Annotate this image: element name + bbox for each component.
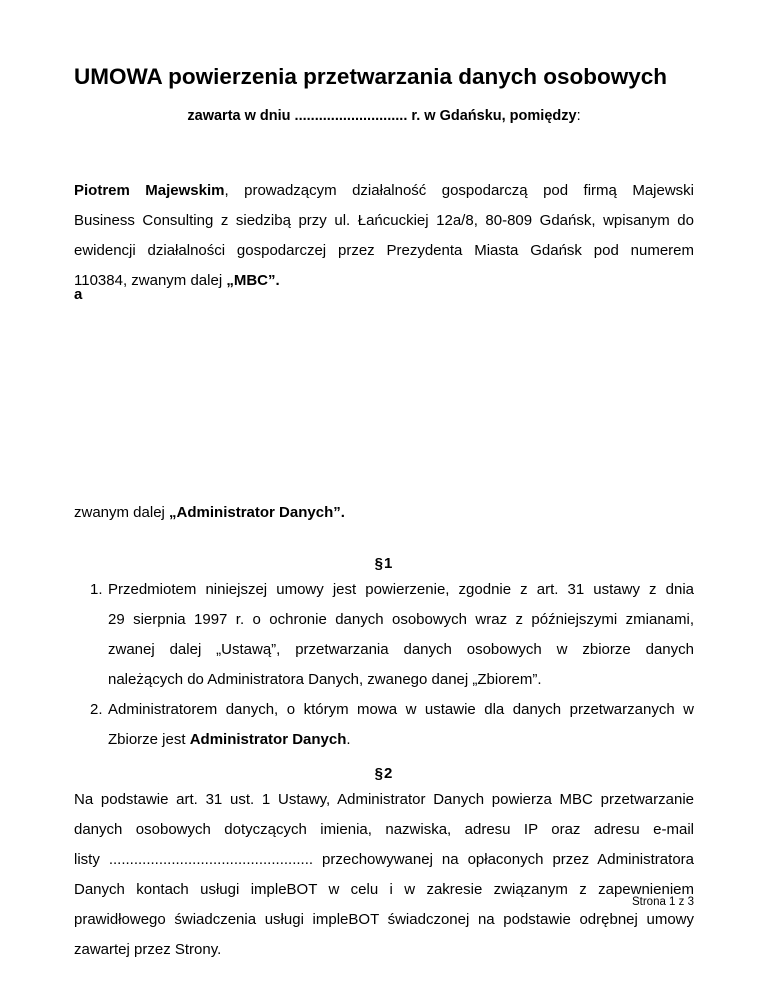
section1-heading: §1	[374, 555, 394, 572]
section2-line-2: danych osobowych dotyczących imienia, nazwiska, adresu IP oraz adresu e-mail	[74, 821, 694, 838]
section2-line-5: prawidłowego świadczenia usługi impleBOT świadczonej na podstawie odrębnej umowy	[74, 911, 694, 928]
party2-line: zwanym dalej „Administrator Danych”.	[74, 504, 345, 521]
page-number: Strona 1 z 3	[631, 896, 694, 908]
section2-line-4: Danych kontach usługi impleBOT w celu i w zakresie związanym z zapewnieniem	[74, 881, 694, 898]
party1-paragraph	[74, 176, 694, 296]
administrator-bold: Administrator Danych	[189, 731, 347, 748]
party1-alias: „MBC”.	[226, 272, 280, 289]
item-number: 2.	[90, 701, 103, 718]
section1-item-2	[90, 695, 694, 755]
subtitle-colon: :	[576, 108, 581, 124]
section2-heading: §2	[374, 765, 394, 782]
section1-item-1	[90, 575, 694, 695]
document-title: UMOWA powierzenia przetwarzania danych osobowych	[74, 64, 668, 89]
item-number: 1.	[90, 581, 103, 598]
party2-alias: „Administrator Danych”.	[169, 504, 345, 521]
party1-line-2: Business Consulting z siedzibą przy ul. Łańcuckiej 12a/8, 80-809 Gdańsk, wpisanym do	[74, 212, 694, 229]
section2-paragraph	[74, 785, 694, 965]
subtitle-text: zawarta w dniu ............................ r. w Gdańsku, pomiędzy	[187, 108, 577, 124]
party1-line-4: 110384, zwanym dalej „MBC”.	[74, 272, 280, 289]
item2-line-2: Zbiorze jest Administrator Danych.	[108, 731, 351, 748]
party1-name: Piotrem Majewskim	[74, 182, 225, 199]
section2-line-1: Na podstawie art. 31 ust. 1 Ustawy, Administrator Danych powierza MBC przetwarzanie	[74, 791, 694, 808]
section2-line-3: listy ................................................. przechowywanej na opłaconych przez Administratora	[74, 851, 694, 868]
conjunction: a	[74, 286, 83, 303]
item2-line-1: Administratorem danych, o którym mowa w ustawie dla danych przetwarzanych w	[108, 701, 694, 718]
party1-line-1: Piotrem Majewskim, prowadzącym działalność gospodarczą pod firmą Majewski	[74, 182, 695, 199]
item1-line-1: Przedmiotem niniejszej umowy jest powierzenie, zgodnie z art. 31 ustawy z dnia	[108, 581, 694, 598]
document-subtitle	[0, 108, 768, 124]
item1-line-4: należących do Administratora Danych, zwanego danej „Zbiorem”.	[108, 671, 542, 688]
party1-line-3: ewidencji działalności gospodarczej przez Prezydenta Miasta Gdańsk pod numerem	[74, 242, 694, 259]
item1-line-2: 29 sierpnia 1997 r. o ochronie danych osobowych wraz z późniejszymi zmianami,	[108, 611, 694, 628]
section2-line-6: zawartej przez Strony.	[74, 941, 222, 958]
item1-line-3: zwanej dalej „Ustawą”, przetwarzania danych osobowych w zbiorze danych	[108, 641, 694, 658]
